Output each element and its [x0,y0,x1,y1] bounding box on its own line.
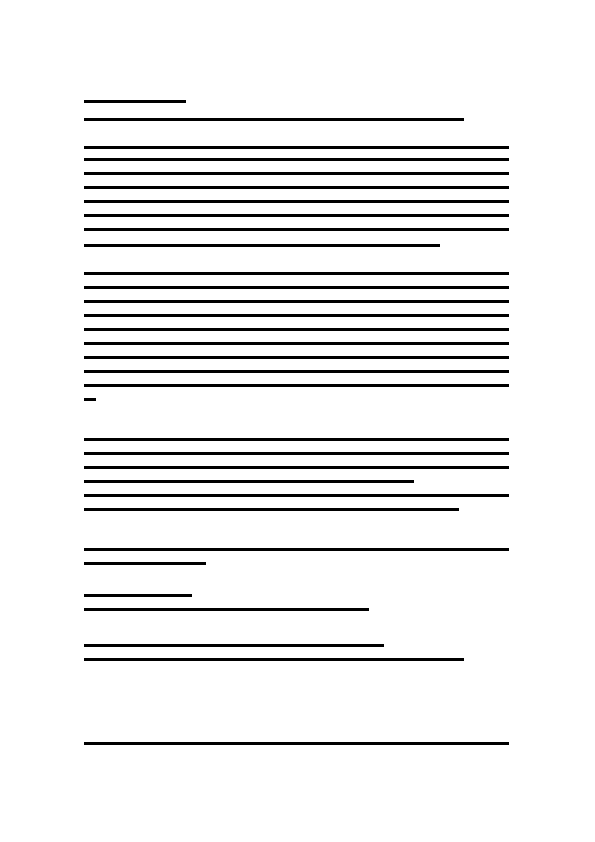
text-line [84,594,192,597]
text-line [84,186,509,189]
text-line [84,314,509,317]
text-line [84,244,440,247]
text-line [84,272,509,275]
text-line [84,300,509,303]
text-line [84,644,384,647]
text-line [84,328,509,331]
text-line [84,228,509,231]
text-line [84,356,509,359]
text-line [84,214,509,217]
text-line [84,466,509,469]
text-line [84,548,509,551]
text-line [84,742,509,745]
text-line [84,494,509,497]
text-line [84,172,509,175]
text-line [84,452,509,455]
text-line [84,658,464,661]
text-line [84,286,509,289]
text-line [84,146,509,149]
text-line [84,438,509,441]
text-line [84,370,509,373]
text-line [84,398,96,401]
text-line [84,480,414,483]
text-line [84,200,509,203]
header-line-2 [84,118,464,121]
header-line-1 [84,100,186,103]
text-line [84,158,509,161]
text-line [84,562,206,565]
text-line [84,508,459,511]
text-line [84,384,509,387]
text-line [84,608,369,611]
text-line [84,342,509,345]
